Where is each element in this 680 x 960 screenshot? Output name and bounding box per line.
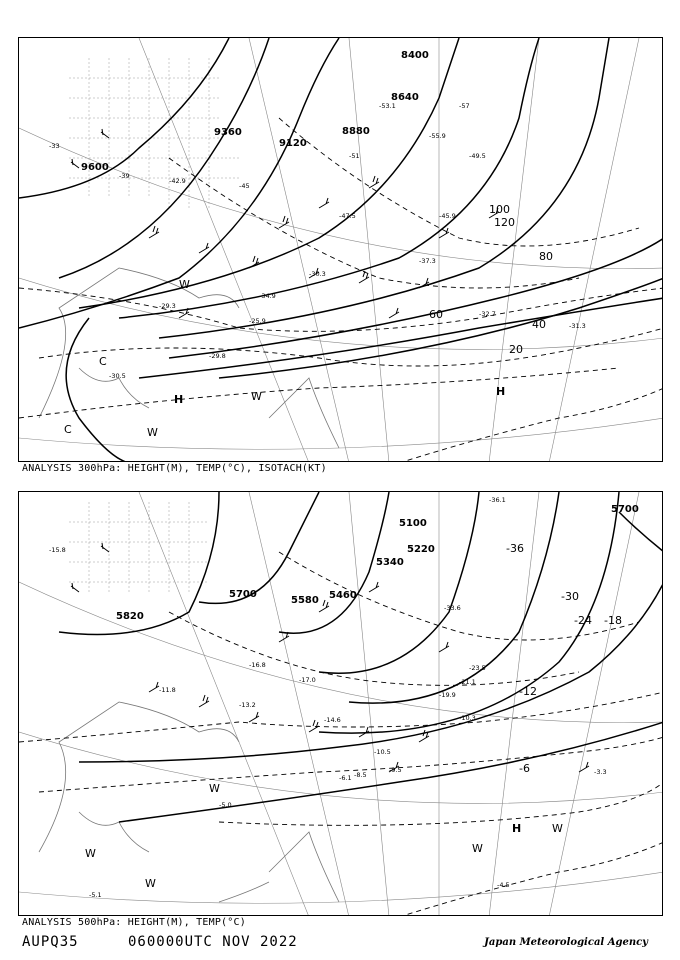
temp-label: -30.3 bbox=[309, 270, 326, 278]
height-label-group bbox=[116, 504, 639, 622]
temp-label: -16.8 bbox=[249, 661, 266, 669]
map-500hpa bbox=[18, 491, 663, 916]
center-marker-warm: W bbox=[472, 842, 483, 855]
map-300hpa-svg bbox=[19, 38, 663, 462]
height-label: 5700 bbox=[229, 589, 257, 600]
temp-label: -42.9 bbox=[169, 177, 186, 185]
isotherm-label: -30 bbox=[561, 590, 579, 603]
temp-label: -10.3 bbox=[459, 714, 476, 722]
temp-label: -15.8 bbox=[49, 546, 66, 554]
temp-label: -14.6 bbox=[324, 716, 341, 724]
temp-label: -19.9 bbox=[439, 691, 456, 699]
wind-barbs bbox=[71, 543, 589, 772]
isotach-label: 80 bbox=[539, 250, 553, 263]
temp-label: -37.3 bbox=[419, 257, 436, 265]
height-label: 5700 bbox=[611, 504, 639, 515]
isotherm-label: -24 bbox=[574, 614, 592, 627]
temp-label: -5.0 bbox=[219, 801, 232, 809]
height-label: 9120 bbox=[279, 138, 307, 149]
isotherm-label: -36 bbox=[506, 542, 524, 555]
isotherm-label: -6 bbox=[519, 762, 530, 775]
temp-label: -39 bbox=[119, 172, 130, 180]
height-label: 5100 bbox=[399, 518, 427, 529]
height-label: 5220 bbox=[407, 544, 435, 555]
temp-label: -8.5 bbox=[354, 771, 367, 779]
height-label: 5580 bbox=[291, 595, 319, 606]
center-marker-cold: C bbox=[64, 423, 72, 436]
chart-code: AUPQ35 bbox=[22, 934, 79, 950]
center-marker-high: H bbox=[496, 385, 506, 398]
dashed-contours bbox=[19, 552, 663, 916]
temp-label: -23.5 bbox=[469, 664, 486, 672]
temp-label: -9.5 bbox=[389, 766, 402, 774]
center-marker-warm: W bbox=[147, 426, 158, 439]
center-marker-warm: W bbox=[251, 390, 262, 403]
temp-label: -45 bbox=[239, 182, 250, 190]
center-marker-warm: W bbox=[145, 877, 156, 890]
height-label: 9600 bbox=[81, 162, 109, 173]
temp-label: -4.5 bbox=[497, 881, 510, 889]
temp-label: -36.1 bbox=[489, 496, 506, 504]
temp-label: -55.9 bbox=[429, 132, 446, 140]
agency-name: Japan Meteorological Agency bbox=[484, 937, 648, 948]
graticule bbox=[19, 38, 663, 462]
wind-barbs bbox=[71, 129, 499, 318]
height-label: 8880 bbox=[342, 126, 370, 137]
temp-label: -33 bbox=[49, 142, 60, 150]
center-marker-warm: W bbox=[209, 782, 220, 795]
temp-label: -10.5 bbox=[374, 748, 391, 756]
temp-label: -3.3 bbox=[594, 768, 607, 776]
coast-grid bbox=[69, 502, 209, 592]
center-marker-high: H bbox=[174, 393, 184, 406]
isotach-label: 100 bbox=[489, 203, 510, 216]
caption-300hpa: ANALYSIS 300hPa: HEIGHT(M), TEMP(°C), ISOTACH(KT) bbox=[22, 463, 327, 474]
center-marker-warm: W bbox=[85, 847, 96, 860]
temp-label: -21.1 bbox=[459, 678, 476, 686]
temp-label: -34.9 bbox=[259, 292, 276, 300]
center-marker-high: H bbox=[512, 822, 522, 835]
map-500hpa-svg bbox=[19, 492, 663, 916]
temp-label: -13.2 bbox=[239, 701, 256, 709]
temp-label: -29.3 bbox=[159, 302, 176, 310]
center-marker-warm: W bbox=[552, 822, 563, 835]
height-label: 8400 bbox=[401, 50, 429, 61]
isotach-label: 120 bbox=[494, 216, 515, 229]
caption-500hpa: ANALYSIS 500hPa: HEIGHT(M), TEMP(°C) bbox=[22, 917, 246, 928]
temp-label: -31.3 bbox=[569, 322, 586, 330]
isotach-label: 60 bbox=[429, 308, 443, 321]
temp-label: -5.1 bbox=[89, 891, 102, 899]
temp-label-group bbox=[49, 102, 586, 380]
map-300hpa bbox=[18, 37, 663, 462]
height-label: 8640 bbox=[391, 92, 419, 103]
isotach-label: 40 bbox=[532, 318, 546, 331]
temp-label: -30.5 bbox=[109, 372, 126, 380]
temp-label: -57 bbox=[459, 102, 470, 110]
temp-label: -29.8 bbox=[209, 352, 226, 360]
height-label-group bbox=[81, 50, 429, 173]
height-contours bbox=[19, 38, 663, 462]
isotherm-label: -18 bbox=[604, 614, 622, 627]
center-marker-group bbox=[85, 782, 563, 890]
isotherm-label: -12 bbox=[519, 685, 537, 698]
height-label: 5340 bbox=[376, 557, 404, 568]
isotach-label: 20 bbox=[509, 343, 523, 356]
height-label: 9360 bbox=[214, 127, 242, 138]
analysis-time: 060000UTC NOV 2022 bbox=[128, 934, 298, 950]
temp-label: -49.5 bbox=[469, 152, 486, 160]
temp-label: -53.1 bbox=[379, 102, 396, 110]
temp-label: -45.9 bbox=[439, 212, 456, 220]
height-label: 5460 bbox=[329, 590, 357, 601]
temp-label: -25.9 bbox=[249, 317, 266, 325]
center-marker-warm: W bbox=[179, 278, 190, 291]
temp-label: -47.5 bbox=[339, 212, 356, 220]
temp-label: -11.8 bbox=[159, 686, 176, 694]
temp-label: -51 bbox=[349, 152, 360, 160]
temp-label: -32.7 bbox=[479, 310, 496, 318]
temp-label: -17.0 bbox=[299, 676, 316, 684]
temp-label: -6.1 bbox=[339, 774, 352, 782]
height-label: 5820 bbox=[116, 611, 144, 622]
temp-label: -33.6 bbox=[444, 604, 461, 612]
coastline bbox=[39, 702, 339, 902]
center-marker-cold: C bbox=[99, 355, 107, 368]
